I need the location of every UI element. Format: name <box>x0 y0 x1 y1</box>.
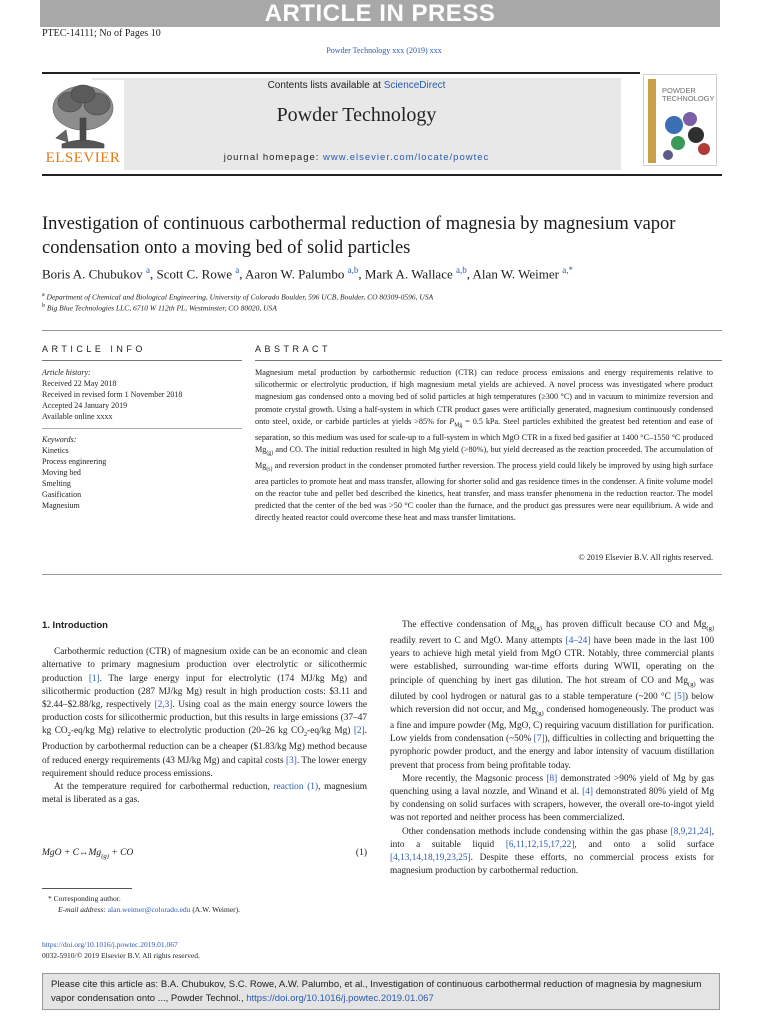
keyword: Process engineering <box>42 457 107 466</box>
text: has proven difficult because CO and Mg <box>541 620 707 630</box>
footnote-text: (A.W. Weimer). <box>190 905 241 914</box>
banner-text: ARTICLE IN PRESS <box>264 0 496 27</box>
text: Carbothermic reduction (CTR) of magnesium oxide can be an economic and clean alternative to primary magnesium production over electrolytic or silicothermic production <box>42 647 367 684</box>
divider <box>42 428 242 429</box>
text: . Using coal as the main energy source lowers the production costs for silicothermic production, but this results in large emissions (37–47 kg CO <box>42 700 367 737</box>
reference-link[interactable]: [3] <box>285 755 297 766</box>
homepage-prefix: journal homepage: <box>223 152 324 163</box>
paragraph <box>390 619 714 773</box>
text: ), difficulties in collecting and briquetting the pyrophoric powder product, and the energy and labor intensity of vacuum distillation prevent that process from being profitable today. <box>390 734 714 771</box>
keywords <box>42 434 242 511</box>
author-affiliation-mark[interactable]: a,* <box>562 265 573 275</box>
affiliation-a <box>42 292 722 302</box>
text: , and onto a solid surface <box>574 839 714 850</box>
author-affiliation-mark[interactable]: a <box>235 265 240 275</box>
abstract-heading: ABSTRACT <box>255 344 332 354</box>
homepage-link[interactable]: www.elsevier.com/locate/powtec <box>323 152 490 163</box>
reference-link[interactable]: [4] <box>582 787 593 798</box>
history-item: Received 22 May 2018 <box>42 379 117 388</box>
author-name: Scott C. Rowe <box>156 266 232 282</box>
corresponding-author-note: * Corresponding author. <box>48 894 121 903</box>
keyword: Moving bed <box>42 468 81 477</box>
equation-text: MgO + C↔Mg <box>42 848 102 858</box>
journal-cover-thumbnail[interactable] <box>643 74 717 166</box>
affiliation-text: Department of Chemical and Biological Engineering, University of Colorado Boulder, 596 UCB, Boulder, CO 80309-0596, USA <box>46 292 434 302</box>
text: condensed homogeneously. The product was a fine and impure powder (Mg, MgO, C) requiring vacuum distillation for purification. Low yields from condensation (~50% <box>390 704 714 745</box>
citation-doi-link[interactable]: https://doi.org/10.1016/j.powtec.2019.01.067 <box>246 993 434 1004</box>
journal-homepage <box>92 152 621 163</box>
issn-line: 0032-5910/© 2019 Elsevier B.V. All rights reserved. <box>42 951 200 960</box>
text: readily revert to C and MgO. Many attempts <box>390 636 566 647</box>
paragraph <box>42 646 367 781</box>
text: -eq/kg Mg) relative to electrolytic production (20–26 kg CO <box>70 726 304 737</box>
text: , magnesium metal is liberated as a gas. <box>42 782 367 806</box>
reference-link[interactable]: [8] <box>546 773 558 784</box>
elsevier-wordmark: ELSEVIER <box>45 150 121 166</box>
history-item: Received in revised form 1 November 2018 <box>42 390 183 399</box>
text: , into a suitable liquid <box>390 826 714 850</box>
reference-link[interactable]: [6,11,12,15,17,22] <box>505 839 575 850</box>
footnote-text: Corresponding author. <box>53 894 121 903</box>
reference-link[interactable]: [4–24] <box>565 636 591 647</box>
equation-text: + CO <box>108 848 134 858</box>
divider <box>42 330 722 331</box>
abstract-part: and reversion product in the condenser promoted further reversion. The process yield could likely be improved by using high surface area particles to promote heat and mass transfer, allowing for shorter solid and gas residence times in the condenser. A finite volume model on the reactor tube and pellet bed described the kinetics, heat transfer, and mass transfer phenomena in the reduction reactor. The model predicted that the center of the bed was >50 °C cooler than the furnace, and the product gas pressures were near equilibrium. A wide and directly heated reactor could overcome these heat and mass transfer limitations. <box>255 460 713 523</box>
keyword: Kinetics <box>42 446 69 455</box>
abstract-part: Magnesium metal production by carbothermic reduction (CTR) can reduce process emissions and energy requirements relative to silicothermic or electrolytic production, if high magnesium metal yields are achieved. A novel process was investigated where product magnesium gas condensed onto a moving bed of solid particles at high temperatures (≥300 °C) and in vacuum to minimize reversion and promote crystal growth. Using a half-system in which CTR product gases were artificially generated, magnesium continuously condensed onto steel, oxide, or carbide particles at yields >85% for <box>255 368 713 426</box>
author-name: Alan W. Weimer <box>472 266 559 282</box>
subscript: 2 <box>303 731 308 739</box>
article-history <box>42 367 242 422</box>
article-in-press-banner <box>40 0 720 27</box>
text: More recently, the Magsonic process <box>402 773 547 784</box>
divider <box>255 360 722 361</box>
author-name: Aaron W. Palumbo <box>245 266 345 282</box>
history-item: Available online xxxx <box>42 412 113 421</box>
affiliation-mark: b <box>42 303 45 309</box>
text: At the temperature required for carbothermal reduction, <box>54 782 274 793</box>
subscript: (g) <box>688 680 696 688</box>
divider <box>42 574 722 575</box>
reference-link[interactable]: [7] <box>533 734 545 745</box>
abstract-subscript: (s) <box>266 466 273 473</box>
keyword: Magnesium <box>42 501 80 510</box>
journal-title: Powder Technology <box>276 104 437 126</box>
reference-link[interactable]: [1] <box>88 673 100 684</box>
contents-line <box>92 80 621 91</box>
text: was diluted by cool hydrogen or natural gas to a stable temperature (~200 °C <box>390 675 714 702</box>
contents-prefix: Contents lists available at <box>267 80 384 91</box>
abstract-subscript: Mg <box>454 422 463 429</box>
text: demonstrated >90% yield of Mg by gas quenching using a laval nozzle, and Winand et al. <box>390 773 715 798</box>
paragraph <box>390 773 714 826</box>
text: . The large energy input for electrolytic (174 MJ/kg Mg) and silicothermic production (287 MJ/kg Mg) result in high production costs: $3.11 and $2.44–$2.88/kg, respectively <box>42 673 367 711</box>
paragraph <box>42 781 367 807</box>
reference-link[interactable]: [4,13,14,18,19,23,25] <box>390 853 471 864</box>
reference-link[interactable]: [8,9,21,24] <box>670 826 712 837</box>
author-affiliation-mark[interactable]: a,b <box>347 265 359 275</box>
article-title: Investigation of continuous carbothermal reduction of magnesia by magnesium vapor condensation onto a moving bed of solid particles <box>42 214 676 258</box>
article-info-heading: ARTICLE INFO <box>42 344 146 354</box>
intro-column-right <box>390 619 714 878</box>
history-label: Article history: <box>42 368 91 377</box>
text: . The lower energy requirement should reduce process emissions. <box>42 755 367 779</box>
text: . Production by carbothermal reduction can be a cheaper ($1.83/kg Mg) method because of reduced energy requirements (43 MJ/kg Mg) and capital costs <box>42 726 367 766</box>
subscript: (g) <box>534 624 542 632</box>
subscript: (g) <box>706 624 715 632</box>
text: demonstrated 80% yield of Mg by condensing on solid surfaces with scrapers, however, the overall ore-to-ingot yield was not reported and neither process has been commercialized. <box>390 787 714 824</box>
email-note <box>58 905 378 914</box>
paragraph <box>390 826 714 879</box>
author-name: Boris A. Chubukov <box>42 266 143 282</box>
sciencedirect-link[interactable]: ScienceDirect <box>383 80 446 91</box>
cover-title-line1: POWDER <box>662 86 696 95</box>
header-rule <box>42 174 722 176</box>
affiliation-text: Big Blue Technologies LLC, 6710 W 112th PL, Westminster, CO 80020, USA <box>46 303 277 313</box>
footnote-rule <box>42 888 132 889</box>
equation-1 <box>42 848 367 860</box>
cover-title-line2: TECHNOLOGY <box>662 94 715 103</box>
keywords-label: Keywords: <box>42 435 77 444</box>
keyword: Smelting <box>42 479 71 488</box>
reference-link[interactable]: reaction (1) <box>273 782 319 793</box>
text: The effective condensation of Mg <box>402 620 535 630</box>
subscript: (g) <box>101 852 109 860</box>
keyword: Gasification <box>42 490 82 499</box>
citation-box <box>42 973 720 1010</box>
equation-number: (1) <box>355 848 367 858</box>
section-heading: 1. Introduction <box>42 620 108 631</box>
text: Other condensation methods include condensing within the gas phase <box>402 826 671 837</box>
reference-link[interactable]: [5] <box>674 691 685 702</box>
intro-column-left <box>42 619 367 808</box>
reference-link[interactable]: [2,3] <box>154 700 173 711</box>
abstract-symbol: P <box>449 416 455 426</box>
history-item: Accepted 24 January 2019 <box>42 401 128 410</box>
email-link[interactable]: alan.weimer@colorado.edu <box>107 905 191 914</box>
abstract-part: and CO. The initial reduction resulted in high Mg yield (>80%), but yield decreased as the reaction proceeded. The accumulation of Mg <box>255 444 713 470</box>
abstract-text <box>255 367 713 524</box>
journal-citation-link[interactable]: Powder Technology xxx (2019) xxx <box>326 46 442 55</box>
affiliation-mark: a <box>42 292 45 298</box>
doi-link[interactable]: https://doi.org/10.1016/j.powtec.2019.01.067 <box>42 940 178 949</box>
text: -eq/kg Mg) <box>307 726 354 737</box>
text: have been made in the last 100 years to achieve high metal yield from MgO CTR. Notably, three commercial plants were established, surrounding war-time efforts during WWII, operating on the principle of quenching by inert gas dilution. The hot stream of CO and Mg <box>390 636 714 686</box>
subscript: 2 <box>67 731 71 739</box>
text: . Despite these efforts, no commercial process exists for magnesium production by carbothermal reduction. <box>390 853 714 877</box>
affiliation-b <box>42 303 722 313</box>
cover-artwork <box>644 75 717 166</box>
abstract-copyright: © 2019 Elsevier B.V. All rights reserved. <box>578 553 713 562</box>
author-affiliation-mark[interactable]: a <box>146 265 151 275</box>
author-name: Mark A. Wallace <box>364 266 453 282</box>
citation-text: Please cite this article as: B.A. Chubukov, S.C. Rowe, A.W. Palumbo, et al., Investigation of continuous carbothermal reduction of magnesia by magnesium vapor condensation onto ..., Powder Technol., <box>51 979 702 1004</box>
author-list: Boris A. Chubukov $^a$, Scott C. Rowe $^a$, Aaron W. Palumbo $^{a,b}$, Mark A. Wallace $^{a,b}$, Alan W. Weimer $^{a,*}$ <box>42 265 573 282</box>
text: ) below which reversion did not occur, and Mg <box>390 691 715 715</box>
author-affiliation-mark[interactable]: a,b <box>456 265 467 275</box>
abstract-subscript: (g) <box>266 450 274 457</box>
divider <box>42 360 242 361</box>
article-id: PTEC-14111; No of Pages 10 <box>42 28 161 39</box>
reference-link[interactable]: [2] <box>353 726 365 737</box>
subscript: (g) <box>536 709 544 717</box>
abstract-part: = 0.5 kPa. Steel particles exhibited the greatest bed retention and ease of separation, so this medium was used for scale-up to a full-system in which MgO CTR in a fixed bed gasifier at 1400 °C–1550 °C produced Mg <box>255 416 713 454</box>
email-label: E-mail address: <box>58 905 108 914</box>
